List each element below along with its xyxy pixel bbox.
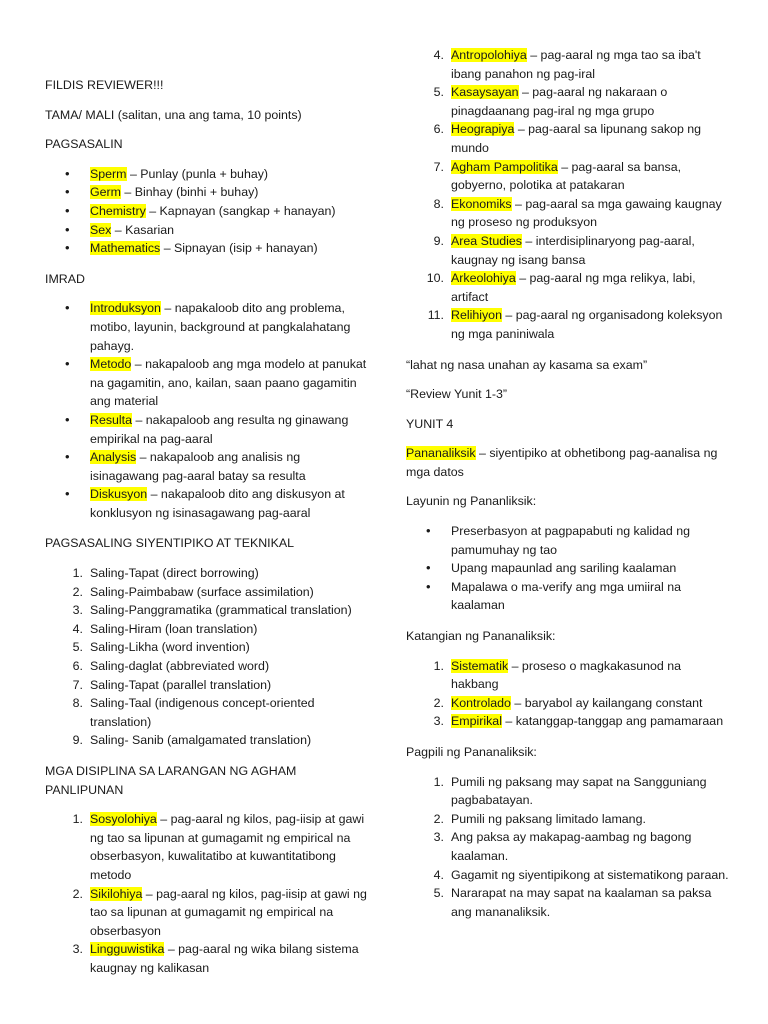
section-heading-katangian: Katangian ng Pananaliksik: bbox=[406, 629, 556, 644]
list-item bbox=[45, 731, 367, 750]
item-number: 1. bbox=[72, 812, 83, 827]
item-text: Gagamit ng siyentipikong at sistematikong paraan. bbox=[451, 867, 729, 882]
highlighted-term: Germ bbox=[90, 185, 121, 200]
item-number: 8. bbox=[433, 196, 444, 211]
disiplina-list-part2 bbox=[406, 46, 731, 344]
list-item bbox=[45, 885, 367, 941]
item-definition: – pag-aaral sa mga gawaing kaugnay ng proseso ng produksyon bbox=[451, 196, 722, 230]
highlighted-term: Mathematics bbox=[90, 241, 161, 256]
list-item bbox=[45, 485, 367, 522]
item-number: 3. bbox=[433, 714, 444, 729]
pagpili-list bbox=[406, 773, 731, 922]
item-definition: – Kasarian bbox=[111, 222, 175, 237]
section-heading-yunit4: YUNIT 4 bbox=[406, 416, 454, 431]
list-item bbox=[45, 448, 367, 485]
highlighted-term: Lingguwistika bbox=[90, 942, 165, 957]
list-item bbox=[406, 232, 731, 269]
list-item bbox=[45, 183, 367, 202]
item-definition: – nakapaloob dito ang diskusyon at konklusyon ng isinasagawang pag-aaral bbox=[90, 487, 345, 520]
item-definition: – pag-aaral sa bansa, gobyerno, polotika at patakaran bbox=[451, 159, 682, 193]
list-item: • Mapalawa o ma-verify ang mga umiiral na kaalaman bbox=[406, 578, 731, 615]
item-number: 6. bbox=[433, 122, 444, 137]
item-definition: – interdisiplinaryong pag-aaral, kaugnay ng isang bansa bbox=[451, 233, 695, 267]
item-text: Ang paksa ay makapag-aambag ng bagong kaalaman. bbox=[451, 830, 692, 863]
highlighted-term: Diskusyon bbox=[90, 487, 148, 502]
item-text: Saling-Panggramatika (grammatical translation) bbox=[90, 603, 352, 618]
list-item bbox=[45, 355, 367, 411]
item-number: 2. bbox=[72, 584, 83, 599]
list-item bbox=[45, 694, 367, 731]
item-definition: – pag-aaral ng mga tao sa iba't ibang panahon ng pag-iral bbox=[451, 48, 701, 81]
item-definition: – nakapaloob ang analisis ng isinagawang pag-aaral batay sa resulta bbox=[90, 450, 306, 483]
item-text: Saling-Likha (word invention) bbox=[90, 640, 250, 655]
exam-note: “lahat ng nasa unahan ay kasama sa exam” bbox=[406, 357, 648, 372]
list-item bbox=[45, 165, 367, 184]
item-number: 9. bbox=[433, 233, 444, 248]
highlighted-term: Kasaysayan bbox=[451, 85, 519, 100]
imrad-list bbox=[45, 299, 367, 522]
list-item bbox=[406, 306, 731, 343]
list-item bbox=[45, 940, 367, 977]
list-item bbox=[45, 638, 367, 657]
section-heading-pagpili: Pagpili ng Pananaliksik: bbox=[406, 745, 537, 759]
highlighted-term: Chemistry bbox=[90, 203, 146, 218]
item-definition: – pag-aaral ng wika bilang sistema kaugnay ng kalikasan bbox=[90, 942, 359, 975]
item-definition: – Kapnayan (sangkap + hanayan) bbox=[145, 203, 336, 218]
highlighted-term: Empirikal bbox=[451, 714, 502, 729]
item-number: 5. bbox=[72, 640, 83, 655]
item-number: 6. bbox=[72, 659, 83, 674]
highlighted-term: Sosyolohiya bbox=[90, 812, 157, 827]
item-number: 1. bbox=[72, 566, 83, 581]
list-item bbox=[45, 221, 367, 240]
highlighted-term: Sikilohiya bbox=[90, 886, 143, 901]
highlighted-term: Relihiyon bbox=[451, 308, 502, 323]
list-item bbox=[45, 299, 367, 355]
highlighted-term: Antropolohiya bbox=[451, 48, 527, 62]
layunin-list bbox=[406, 522, 731, 615]
highlighted-term: Sex bbox=[90, 222, 112, 237]
item-definition: – napakaloob dito ang problema, motibo, layunin, background at pangkalahatang pahayg. bbox=[90, 301, 351, 353]
list-item: • Upang mapaunlad ang sariling kaalaman bbox=[406, 559, 731, 578]
item-text: Saling- Sanib (amalgamated translation) bbox=[90, 733, 312, 748]
pagsasalin-list bbox=[45, 165, 367, 258]
list-item bbox=[406, 810, 731, 829]
list-item bbox=[45, 239, 367, 258]
item-number: 7. bbox=[72, 677, 83, 692]
item-number: 10. bbox=[426, 271, 444, 286]
section-heading-pagsasalin: PAGSASALIN bbox=[45, 137, 123, 152]
list-item bbox=[406, 773, 731, 810]
highlighted-term: Analysis bbox=[90, 450, 137, 465]
item-number: 1. bbox=[433, 658, 444, 673]
item-definition: – katanggap-tanggap ang pamamaraan bbox=[501, 714, 724, 729]
section-heading-layunin: Layunin ng Pananliksik: bbox=[406, 494, 537, 509]
list-item bbox=[45, 620, 367, 639]
item-number: 3. bbox=[433, 830, 444, 845]
siyentipiko-list bbox=[45, 564, 367, 750]
highlighted-term: Area Studies bbox=[451, 233, 522, 248]
item-definition: – nakapaloob ang mga modelo at panukat na gagamitin, ano, kailan, saan paano gagamitin ang material bbox=[90, 357, 367, 409]
item-definition: – Binhay (binhi + buhay) bbox=[120, 185, 259, 200]
item-text: Saling-Tapat (direct borrowing) bbox=[90, 566, 259, 581]
item-text: Saling-Tapat (parallel translation) bbox=[90, 677, 272, 692]
item-number: 2. bbox=[72, 886, 83, 901]
list-item bbox=[406, 884, 731, 921]
item-number: 4. bbox=[433, 867, 444, 882]
item-number: 8. bbox=[72, 696, 83, 711]
list-item bbox=[406, 269, 731, 306]
disiplina-list-part1 bbox=[45, 810, 367, 977]
item-definition: – siyentipiko at obhetibong pag-aanalisa ng mga datos bbox=[406, 446, 718, 479]
doc-title: FILDIS REVIEWER!!! bbox=[45, 78, 164, 92]
item-number: 9. bbox=[72, 733, 83, 748]
highlighted-term: Resulta bbox=[90, 412, 133, 427]
highlighted-term: Heograpiya bbox=[451, 122, 515, 137]
list-item bbox=[406, 120, 731, 157]
list-item bbox=[45, 810, 367, 884]
left-column bbox=[45, 76, 367, 989]
item-definition: – pag-aaral ng kilos, pag-iisip at gawi ng tao sa lipunan at gumagamit ng empirical na obserbasyon bbox=[90, 886, 367, 938]
list-item bbox=[45, 411, 367, 448]
list-item bbox=[406, 828, 731, 865]
item-number: 11. bbox=[427, 308, 444, 323]
item-definition: – pag-aaral ng mga relikya, labi, artifact bbox=[451, 271, 696, 304]
section-heading-siyentipiko: PAGSASALING SIYENTIPIKO AT TEKNIKAL bbox=[45, 536, 295, 551]
section-heading-imrad: IMRAD bbox=[45, 271, 85, 286]
item-text: Pumili ng paksang limitado lamang. bbox=[451, 811, 646, 826]
highlighted-term: Metodo bbox=[90, 357, 132, 372]
list-item bbox=[406, 195, 731, 232]
item-number: 1. bbox=[433, 774, 444, 789]
list-item bbox=[45, 676, 367, 695]
item-definition: – baryabol ay kailangang constant bbox=[510, 695, 703, 710]
list-item bbox=[45, 657, 367, 676]
highlighted-term: Arkeolohiya bbox=[451, 271, 516, 286]
review-note: “Review Yunit 1-3” bbox=[406, 387, 508, 402]
item-definition: – Punlay (punla + buhay) bbox=[126, 166, 269, 181]
item-definition: – proseso o magkakasunod na hakbang bbox=[451, 658, 682, 692]
item-definition: – pag-aaral ng organisadong koleksyon ng mga paniniwala bbox=[451, 308, 723, 341]
list-item bbox=[406, 83, 731, 120]
katangian-list bbox=[406, 657, 731, 731]
item-number: 5. bbox=[433, 886, 444, 901]
item-number: 5. bbox=[433, 85, 444, 100]
list-item bbox=[45, 564, 367, 583]
highlighted-term: Agham Pampolitika bbox=[451, 159, 558, 174]
list-item bbox=[406, 657, 731, 694]
list-item: • Preserbasyon at pagpapabuti ng kalidad ng pamumuhay ng tao bbox=[406, 522, 731, 559]
list-item bbox=[406, 46, 731, 83]
pananaliksik-definition bbox=[406, 444, 731, 481]
highlighted-term: Sperm bbox=[90, 166, 127, 181]
item-text: Nararapat na may sapat na kaalaman sa paksa ang mananaliksik. bbox=[451, 886, 712, 919]
list-item bbox=[45, 202, 367, 221]
item-number: 7. bbox=[433, 159, 444, 174]
list-item bbox=[45, 583, 367, 602]
item-number: 2. bbox=[433, 695, 444, 710]
item-text: Saling-Paimbabaw (surface assimilation) bbox=[90, 584, 314, 599]
highlighted-term: Introduksyon bbox=[90, 301, 161, 316]
list-item bbox=[406, 694, 731, 713]
item-text: Saling-daglat (abbreviated word) bbox=[90, 659, 270, 674]
right-column bbox=[406, 46, 731, 932]
list-item bbox=[406, 712, 731, 731]
list-item bbox=[45, 601, 367, 620]
instruction-line: TAMA/ MALI (salitan, una ang tama, 10 points) bbox=[45, 107, 302, 122]
item-text: Saling-Taal (indigenous concept-oriented translation) bbox=[90, 696, 315, 729]
item-number: 2. bbox=[433, 811, 444, 826]
highlighted-term: Ekonomiks bbox=[451, 196, 512, 211]
list-item bbox=[406, 158, 731, 195]
item-definition: – pag-aaral sa lipunang sakop ng mundo bbox=[451, 122, 702, 155]
item-text: Saling-Hiram (loan translation) bbox=[90, 621, 258, 636]
highlighted-term: Pananaliksik bbox=[406, 446, 476, 461]
item-number: 4. bbox=[433, 48, 444, 62]
highlighted-term: Sistematik bbox=[451, 658, 509, 673]
item-text: Pumili ng paksang may sapat na Sangguniang pagbabatayan. bbox=[451, 774, 707, 808]
item-definition: – Sipnayan (isip + hanayan) bbox=[160, 241, 318, 256]
item-number: 3. bbox=[72, 603, 83, 618]
list-item bbox=[406, 866, 731, 885]
item-definition: – pag-aaral ng kilos, pag-iisip at gawi ng tao sa lipunan at gumagamit ng empirical na obserbasyon, kuwalitatibo at kuwantitatibong metodo bbox=[90, 812, 365, 882]
item-definition: – pag-aaral ng nakaraan o pinagdaanang pag-iral ng mga grupo bbox=[451, 85, 668, 118]
item-number: 4. bbox=[72, 621, 83, 636]
item-definition: – nakapaloob ang resulta ng ginawang empirikal na pag-aaral bbox=[90, 412, 349, 446]
highlighted-term: Kontrolado bbox=[451, 695, 511, 710]
item-number: 3. bbox=[72, 942, 83, 957]
section-heading-disiplina: MGA DISIPLINA SA LARANGAN NG AGHAM PANLIPUNAN bbox=[45, 764, 297, 797]
